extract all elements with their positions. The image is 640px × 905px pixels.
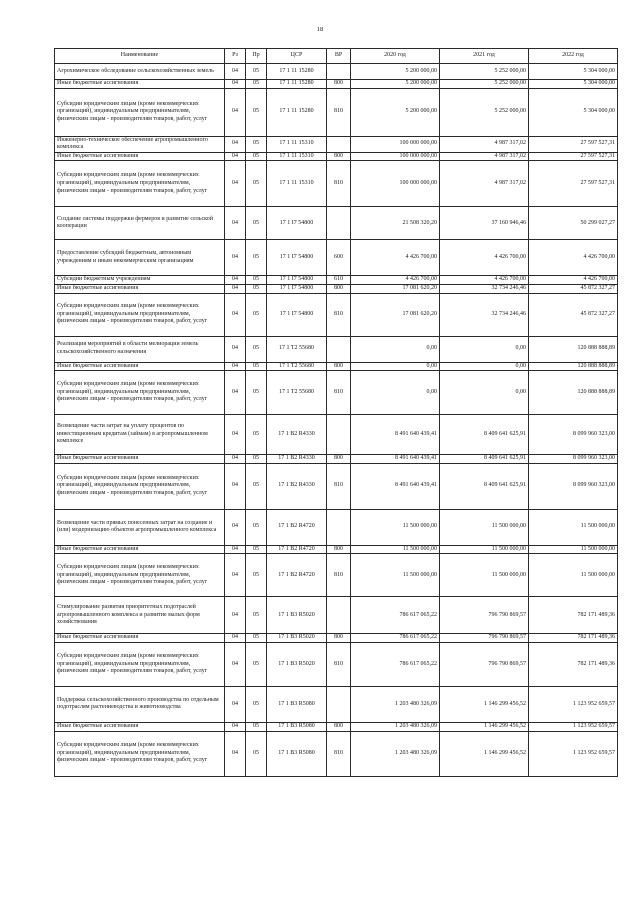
row-pr-cell: 05 — [246, 64, 267, 80]
row-2022-cell: 27 597 527,31 — [529, 136, 618, 152]
header-2020: 2020 год — [351, 49, 440, 64]
table-row — [55, 80, 618, 89]
row-pr-cell: 05 — [246, 415, 267, 455]
row-rz-cell: 04 — [225, 80, 246, 89]
table-row — [55, 371, 618, 415]
row-rz-cell: 04 — [225, 415, 246, 455]
row-pr-cell: 05 — [246, 88, 267, 136]
row-csr-cell: 17 1 B3 R5020 — [267, 634, 327, 643]
row-pr-cell: 05 — [246, 455, 267, 464]
row-vr-cell: 800 — [327, 152, 351, 161]
row-2022-cell: 120 888 888,89 — [529, 336, 618, 362]
table-row — [55, 415, 618, 455]
row-2020-cell: 100 000 000,00 — [351, 161, 440, 207]
row-2020-cell: 11 500 000,00 — [351, 545, 440, 554]
row-vr-cell: 810 — [327, 293, 351, 336]
row-csr-cell: 17 1 B3 R5020 — [267, 597, 327, 634]
row-2022-cell: 1 123 952 659,57 — [529, 731, 618, 776]
row-csr-cell: 17 1 B2 R4720 — [267, 545, 327, 554]
table-row — [55, 64, 618, 80]
row-name-cell: Иные бюджетные ассигнования — [55, 455, 225, 464]
row-csr-cell: 17 1 I7 54800 — [267, 284, 327, 293]
row-csr-cell: 17 1 11 15310 — [267, 152, 327, 161]
table-row — [55, 642, 618, 686]
row-vr-cell: 810 — [327, 88, 351, 136]
row-vr-cell: 800 — [327, 545, 351, 554]
row-name-cell: Субсидии юридическим лицам (кроме некоммерческих организаций), индивидуальным предпринимателям, физическим лицам - производителям товаров, работ, услуг — [55, 554, 225, 597]
row-vr-cell: 800 — [327, 284, 351, 293]
row-2022-cell: 11 500 000,00 — [529, 545, 618, 554]
row-rz-cell: 04 — [225, 554, 246, 597]
row-name-cell: Создание системы поддержки фермеров и развитие сельской кооперации — [55, 207, 225, 240]
row-2020-cell: 786 617 065,22 — [351, 642, 440, 686]
row-csr-cell: 17 1 B2 R4330 — [267, 463, 327, 509]
row-2020-cell: 8 491 640 439,41 — [351, 455, 440, 464]
row-rz-cell: 04 — [225, 88, 246, 136]
row-name-cell: Предоставление субсидий бюджетным, автономным учреждениям и иным некоммерческим организациям — [55, 240, 225, 276]
row-csr-cell: 17 1 T2 55680 — [267, 371, 327, 415]
row-rz-cell: 04 — [225, 463, 246, 509]
row-rz-cell: 04 — [225, 293, 246, 336]
table-row — [55, 597, 618, 634]
row-pr-cell: 05 — [246, 152, 267, 161]
row-vr-cell: 800 — [327, 634, 351, 643]
row-2020-cell: 5 200 000,00 — [351, 64, 440, 80]
row-2020-cell: 21 508 320,20 — [351, 207, 440, 240]
row-2021-cell: 4 987 317,02 — [440, 161, 529, 207]
table-row — [55, 240, 618, 276]
row-2021-cell: 11 500 000,00 — [440, 545, 529, 554]
row-2021-cell: 5 252 000,00 — [440, 64, 529, 80]
row-vr-cell: 810 — [327, 371, 351, 415]
table-body — [55, 64, 618, 777]
row-rz-cell: 04 — [225, 240, 246, 276]
row-vr-cell: 810 — [327, 161, 351, 207]
row-2022-cell: 1 123 952 659,57 — [529, 686, 618, 722]
row-2020-cell: 4 426 700,00 — [351, 276, 440, 285]
row-2021-cell: 0,00 — [440, 371, 529, 415]
row-rz-cell: 04 — [225, 545, 246, 554]
row-vr-cell — [327, 597, 351, 634]
row-vr-cell: 810 — [327, 554, 351, 597]
row-2022-cell: 27 597 527,31 — [529, 161, 618, 207]
row-name-cell: Субсидии юридическим лицам (кроме некоммерческих организаций), индивидуальным предпринимателям, физическим лицам - производителям товаров, работ, услуг — [55, 88, 225, 136]
table-row — [55, 686, 618, 722]
row-name-cell: Поддержка сельскохозяйственного производства по отдельным подотраслям растениеводства и животноводства — [55, 686, 225, 722]
row-name-cell: Субсидии юридическим лицам (кроме некоммерческих организаций), индивидуальным предпринимателям, физическим лицам - производителям товаров, работ, услуг — [55, 293, 225, 336]
row-name-cell: Иные бюджетные ассигнования — [55, 80, 225, 89]
row-2021-cell: 4 987 317,02 — [440, 136, 529, 152]
row-2020-cell: 100 000 000,00 — [351, 152, 440, 161]
table-row — [55, 634, 618, 643]
row-csr-cell: 17 1 B3 R5020 — [267, 642, 327, 686]
row-2021-cell: 1 146 299 456,52 — [440, 731, 529, 776]
row-2021-cell: 1 146 299 456,52 — [440, 722, 529, 731]
row-pr-cell: 05 — [246, 642, 267, 686]
row-2021-cell: 4 987 317,02 — [440, 152, 529, 161]
row-pr-cell: 05 — [246, 634, 267, 643]
table-row — [55, 161, 618, 207]
row-rz-cell: 04 — [225, 152, 246, 161]
row-name-cell: Субсидии бюджетным учреждениям — [55, 276, 225, 285]
row-2020-cell: 0,00 — [351, 371, 440, 415]
row-rz-cell: 04 — [225, 64, 246, 80]
row-2020-cell: 0,00 — [351, 362, 440, 371]
row-vr-cell: 810 — [327, 642, 351, 686]
row-csr-cell: 17 1 11 15280 — [267, 80, 327, 89]
table-row — [55, 276, 618, 285]
row-pr-cell: 05 — [246, 545, 267, 554]
table-row — [55, 554, 618, 597]
row-vr-cell — [327, 336, 351, 362]
row-rz-cell: 04 — [225, 207, 246, 240]
row-csr-cell: 17 1 I7 54800 — [267, 207, 327, 240]
header-name: Наименование — [55, 49, 225, 64]
table-row — [55, 336, 618, 362]
row-rz-cell: 04 — [225, 284, 246, 293]
row-csr-cell: 17 1 I7 54800 — [267, 240, 327, 276]
row-name-cell: Иные бюджетные ассигнования — [55, 284, 225, 293]
row-pr-cell: 05 — [246, 336, 267, 362]
row-2021-cell: 796 790 869,57 — [440, 642, 529, 686]
row-vr-cell — [327, 415, 351, 455]
row-name-cell: Иные бюджетные ассигнования — [55, 634, 225, 643]
row-rz-cell: 04 — [225, 722, 246, 731]
row-2021-cell: 11 500 000,00 — [440, 509, 529, 545]
row-2022-cell: 782 171 489,36 — [529, 597, 618, 634]
table-row — [55, 509, 618, 545]
row-name-cell: Иные бюджетные ассигнования — [55, 722, 225, 731]
row-2022-cell: 120 888 888,89 — [529, 371, 618, 415]
row-csr-cell: 17 1 B2 R4330 — [267, 455, 327, 464]
row-2021-cell: 32 734 246,46 — [440, 293, 529, 336]
row-pr-cell: 05 — [246, 686, 267, 722]
row-2022-cell: 8 099 960 323,00 — [529, 455, 618, 464]
row-pr-cell: 05 — [246, 293, 267, 336]
row-2022-cell: 782 171 489,36 — [529, 642, 618, 686]
table-row — [55, 284, 618, 293]
row-name-cell: Агрохимическое обследование сельскохозяйственных земель — [55, 64, 225, 80]
row-name-cell: Стимулирование развития приоритетных подотраслей агропромышленного комплекса и развитие малых форм хозяйствования — [55, 597, 225, 634]
row-rz-cell: 04 — [225, 597, 246, 634]
row-pr-cell: 05 — [246, 284, 267, 293]
row-2020-cell: 1 203 480 326,09 — [351, 722, 440, 731]
table-row — [55, 152, 618, 161]
row-vr-cell: 610 — [327, 276, 351, 285]
header-vr: ВР — [327, 49, 351, 64]
row-2020-cell: 11 500 000,00 — [351, 509, 440, 545]
row-2021-cell: 32 734 246,46 — [440, 284, 529, 293]
header-2022: 2022 год — [529, 49, 618, 64]
table-row — [55, 455, 618, 464]
header-csr: ЦСР — [267, 49, 327, 64]
row-name-cell: Субсидии юридическим лицам (кроме некоммерческих организаций), индивидуальным предпринимателям, физическим лицам - производителям товаров, работ, услуг — [55, 161, 225, 207]
row-pr-cell: 05 — [246, 80, 267, 89]
row-2020-cell: 17 081 620,20 — [351, 293, 440, 336]
row-vr-cell: 600 — [327, 240, 351, 276]
row-csr-cell: 17 1 B2 R4330 — [267, 415, 327, 455]
row-2021-cell: 37 160 946,46 — [440, 207, 529, 240]
row-2022-cell: 45 872 327,27 — [529, 284, 618, 293]
header-2021: 2021 год — [440, 49, 529, 64]
row-2020-cell: 100 000 000,00 — [351, 136, 440, 152]
table-row — [55, 136, 618, 152]
table-row — [55, 731, 618, 776]
row-name-cell: Возмещение части прямых понесенных затрат на создание и (или) модернизацию объектов агропромышленного комплекса — [55, 509, 225, 545]
row-name-cell: Субсидии юридическим лицам (кроме некоммерческих организаций), индивидуальным предпринимателям, физическим лицам - производителям товаров, работ, услуг — [55, 642, 225, 686]
row-rz-cell: 04 — [225, 336, 246, 362]
table-row — [55, 463, 618, 509]
row-2022-cell: 5 304 000,00 — [529, 88, 618, 136]
row-rz-cell: 04 — [225, 634, 246, 643]
row-csr-cell: 17 1 B3 R5080 — [267, 731, 327, 776]
row-rz-cell: 04 — [225, 455, 246, 464]
row-rz-cell: 04 — [225, 509, 246, 545]
row-2021-cell: 5 252 000,00 — [440, 80, 529, 89]
row-pr-cell: 05 — [246, 597, 267, 634]
row-2020-cell: 5 200 000,00 — [351, 88, 440, 136]
row-pr-cell: 05 — [246, 207, 267, 240]
row-rz-cell: 04 — [225, 686, 246, 722]
table-row — [55, 207, 618, 240]
row-pr-cell: 05 — [246, 276, 267, 285]
table-row — [55, 722, 618, 731]
row-pr-cell: 05 — [246, 722, 267, 731]
row-2022-cell: 8 099 960 323,00 — [529, 415, 618, 455]
row-2021-cell: 4 426 700,00 — [440, 276, 529, 285]
row-2021-cell: 796 790 869,57 — [440, 634, 529, 643]
row-rz-cell: 04 — [225, 362, 246, 371]
row-vr-cell — [327, 509, 351, 545]
row-name-cell: Иные бюджетные ассигнования — [55, 362, 225, 371]
budget-table — [54, 48, 618, 777]
row-name-cell: Возмещение части затрат на уплату процентов по инвестиционным кредитам (займам) в агропромышленном комплексе — [55, 415, 225, 455]
row-2020-cell: 786 617 065,22 — [351, 634, 440, 643]
row-rz-cell: 04 — [225, 371, 246, 415]
row-2020-cell: 8 491 640 439,41 — [351, 463, 440, 509]
row-rz-cell: 04 — [225, 642, 246, 686]
row-csr-cell: 17 1 T2 55680 — [267, 362, 327, 371]
row-vr-cell — [327, 136, 351, 152]
row-2021-cell: 0,00 — [440, 362, 529, 371]
row-2021-cell: 5 252 000,00 — [440, 88, 529, 136]
row-2020-cell: 0,00 — [351, 336, 440, 362]
row-csr-cell: 17 1 B2 R4720 — [267, 509, 327, 545]
table-row — [55, 362, 618, 371]
row-2022-cell: 11 500 000,00 — [529, 554, 618, 597]
row-vr-cell — [327, 686, 351, 722]
row-2022-cell: 1 123 952 659,57 — [529, 722, 618, 731]
row-2020-cell: 17 081 620,20 — [351, 284, 440, 293]
row-2021-cell: 4 426 700,00 — [440, 240, 529, 276]
table-row — [55, 88, 618, 136]
row-2022-cell: 27 597 527,31 — [529, 152, 618, 161]
header-rz: Рз — [225, 49, 246, 64]
row-name-cell: Инженерно-техническое обеспечение агропромышленного комплекса — [55, 136, 225, 152]
row-vr-cell: 800 — [327, 362, 351, 371]
row-csr-cell: 17 1 11 15310 — [267, 161, 327, 207]
row-2020-cell: 1 203 480 326,09 — [351, 731, 440, 776]
table-row — [55, 545, 618, 554]
row-2020-cell: 11 500 000,00 — [351, 554, 440, 597]
row-2022-cell: 120 888 888,89 — [529, 362, 618, 371]
row-rz-cell: 04 — [225, 276, 246, 285]
row-2021-cell: 0,00 — [440, 336, 529, 362]
page-number: 18 — [316, 26, 324, 33]
row-rz-cell: 04 — [225, 161, 246, 207]
header-pr: Пр — [246, 49, 267, 64]
row-vr-cell: 800 — [327, 80, 351, 89]
table-header-row — [55, 49, 618, 64]
row-vr-cell: 800 — [327, 722, 351, 731]
row-2022-cell: 4 426 700,00 — [529, 276, 618, 285]
row-pr-cell: 05 — [246, 554, 267, 597]
row-csr-cell: 17 1 T2 55680 — [267, 336, 327, 362]
row-pr-cell: 05 — [246, 731, 267, 776]
row-rz-cell: 04 — [225, 731, 246, 776]
row-csr-cell: 17 1 11 15310 — [267, 136, 327, 152]
row-csr-cell: 17 1 11 15280 — [267, 64, 327, 80]
row-vr-cell: 800 — [327, 455, 351, 464]
row-2022-cell: 45 872 327,27 — [529, 293, 618, 336]
row-vr-cell — [327, 64, 351, 80]
row-2021-cell: 11 500 000,00 — [440, 554, 529, 597]
row-2020-cell: 5 200 000,00 — [351, 80, 440, 89]
row-csr-cell: 17 1 I7 54800 — [267, 293, 327, 336]
row-pr-cell: 05 — [246, 463, 267, 509]
row-2022-cell: 782 171 489,36 — [529, 634, 618, 643]
row-2022-cell: 50 299 027,27 — [529, 207, 618, 240]
row-name-cell: Иные бюджетные ассигнования — [55, 152, 225, 161]
row-2022-cell: 5 304 000,00 — [529, 64, 618, 80]
row-2020-cell: 8 491 640 439,41 — [351, 415, 440, 455]
row-csr-cell: 17 1 B2 R4720 — [267, 554, 327, 597]
table-row — [55, 293, 618, 336]
row-pr-cell: 05 — [246, 509, 267, 545]
row-csr-cell: 17 1 I7 54800 — [267, 276, 327, 285]
row-pr-cell: 05 — [246, 161, 267, 207]
row-2021-cell: 8 409 641 625,91 — [440, 415, 529, 455]
row-vr-cell — [327, 207, 351, 240]
row-vr-cell: 810 — [327, 463, 351, 509]
row-csr-cell: 17 1 B3 R5080 — [267, 722, 327, 731]
row-name-cell: Субсидии юридическим лицам (кроме некоммерческих организаций), индивидуальным предпринимателям, физическим лицам - производителям товаров, работ, услуг — [55, 463, 225, 509]
row-2022-cell: 8 099 960 323,00 — [529, 463, 618, 509]
row-vr-cell: 810 — [327, 731, 351, 776]
row-csr-cell: 17 1 B3 R5080 — [267, 686, 327, 722]
row-2020-cell: 1 203 480 326,09 — [351, 686, 440, 722]
row-csr-cell: 17 1 11 15280 — [267, 88, 327, 136]
row-rz-cell: 04 — [225, 136, 246, 152]
row-name-cell: Субсидии юридическим лицам (кроме некоммерческих организаций), индивидуальным предпринимателям, физическим лицам - производителям товаров, работ, услуг — [55, 731, 225, 776]
row-2022-cell: 5 304 000,00 — [529, 80, 618, 89]
row-2022-cell: 4 426 700,00 — [529, 240, 618, 276]
row-pr-cell: 05 — [246, 136, 267, 152]
row-pr-cell: 05 — [246, 371, 267, 415]
row-2021-cell: 1 146 299 456,52 — [440, 686, 529, 722]
row-2022-cell: 11 500 000,00 — [529, 509, 618, 545]
row-2020-cell: 786 617 065,22 — [351, 597, 440, 634]
row-name-cell: Субсидии юридическим лицам (кроме некоммерческих организаций), индивидуальным предпринимателям, физическим лицам - производителям товаров, работ, услуг — [55, 371, 225, 415]
row-2021-cell: 8 409 641 625,91 — [440, 455, 529, 464]
row-pr-cell: 05 — [246, 362, 267, 371]
row-2020-cell: 4 426 700,00 — [351, 240, 440, 276]
row-2021-cell: 796 790 869,57 — [440, 597, 529, 634]
row-pr-cell: 05 — [246, 240, 267, 276]
row-name-cell: Иные бюджетные ассигнования — [55, 545, 225, 554]
row-2021-cell: 8 409 641 625,91 — [440, 463, 529, 509]
row-name-cell: Реализация мероприятий в области мелиорации земель сельскохозяйственного назначения — [55, 336, 225, 362]
